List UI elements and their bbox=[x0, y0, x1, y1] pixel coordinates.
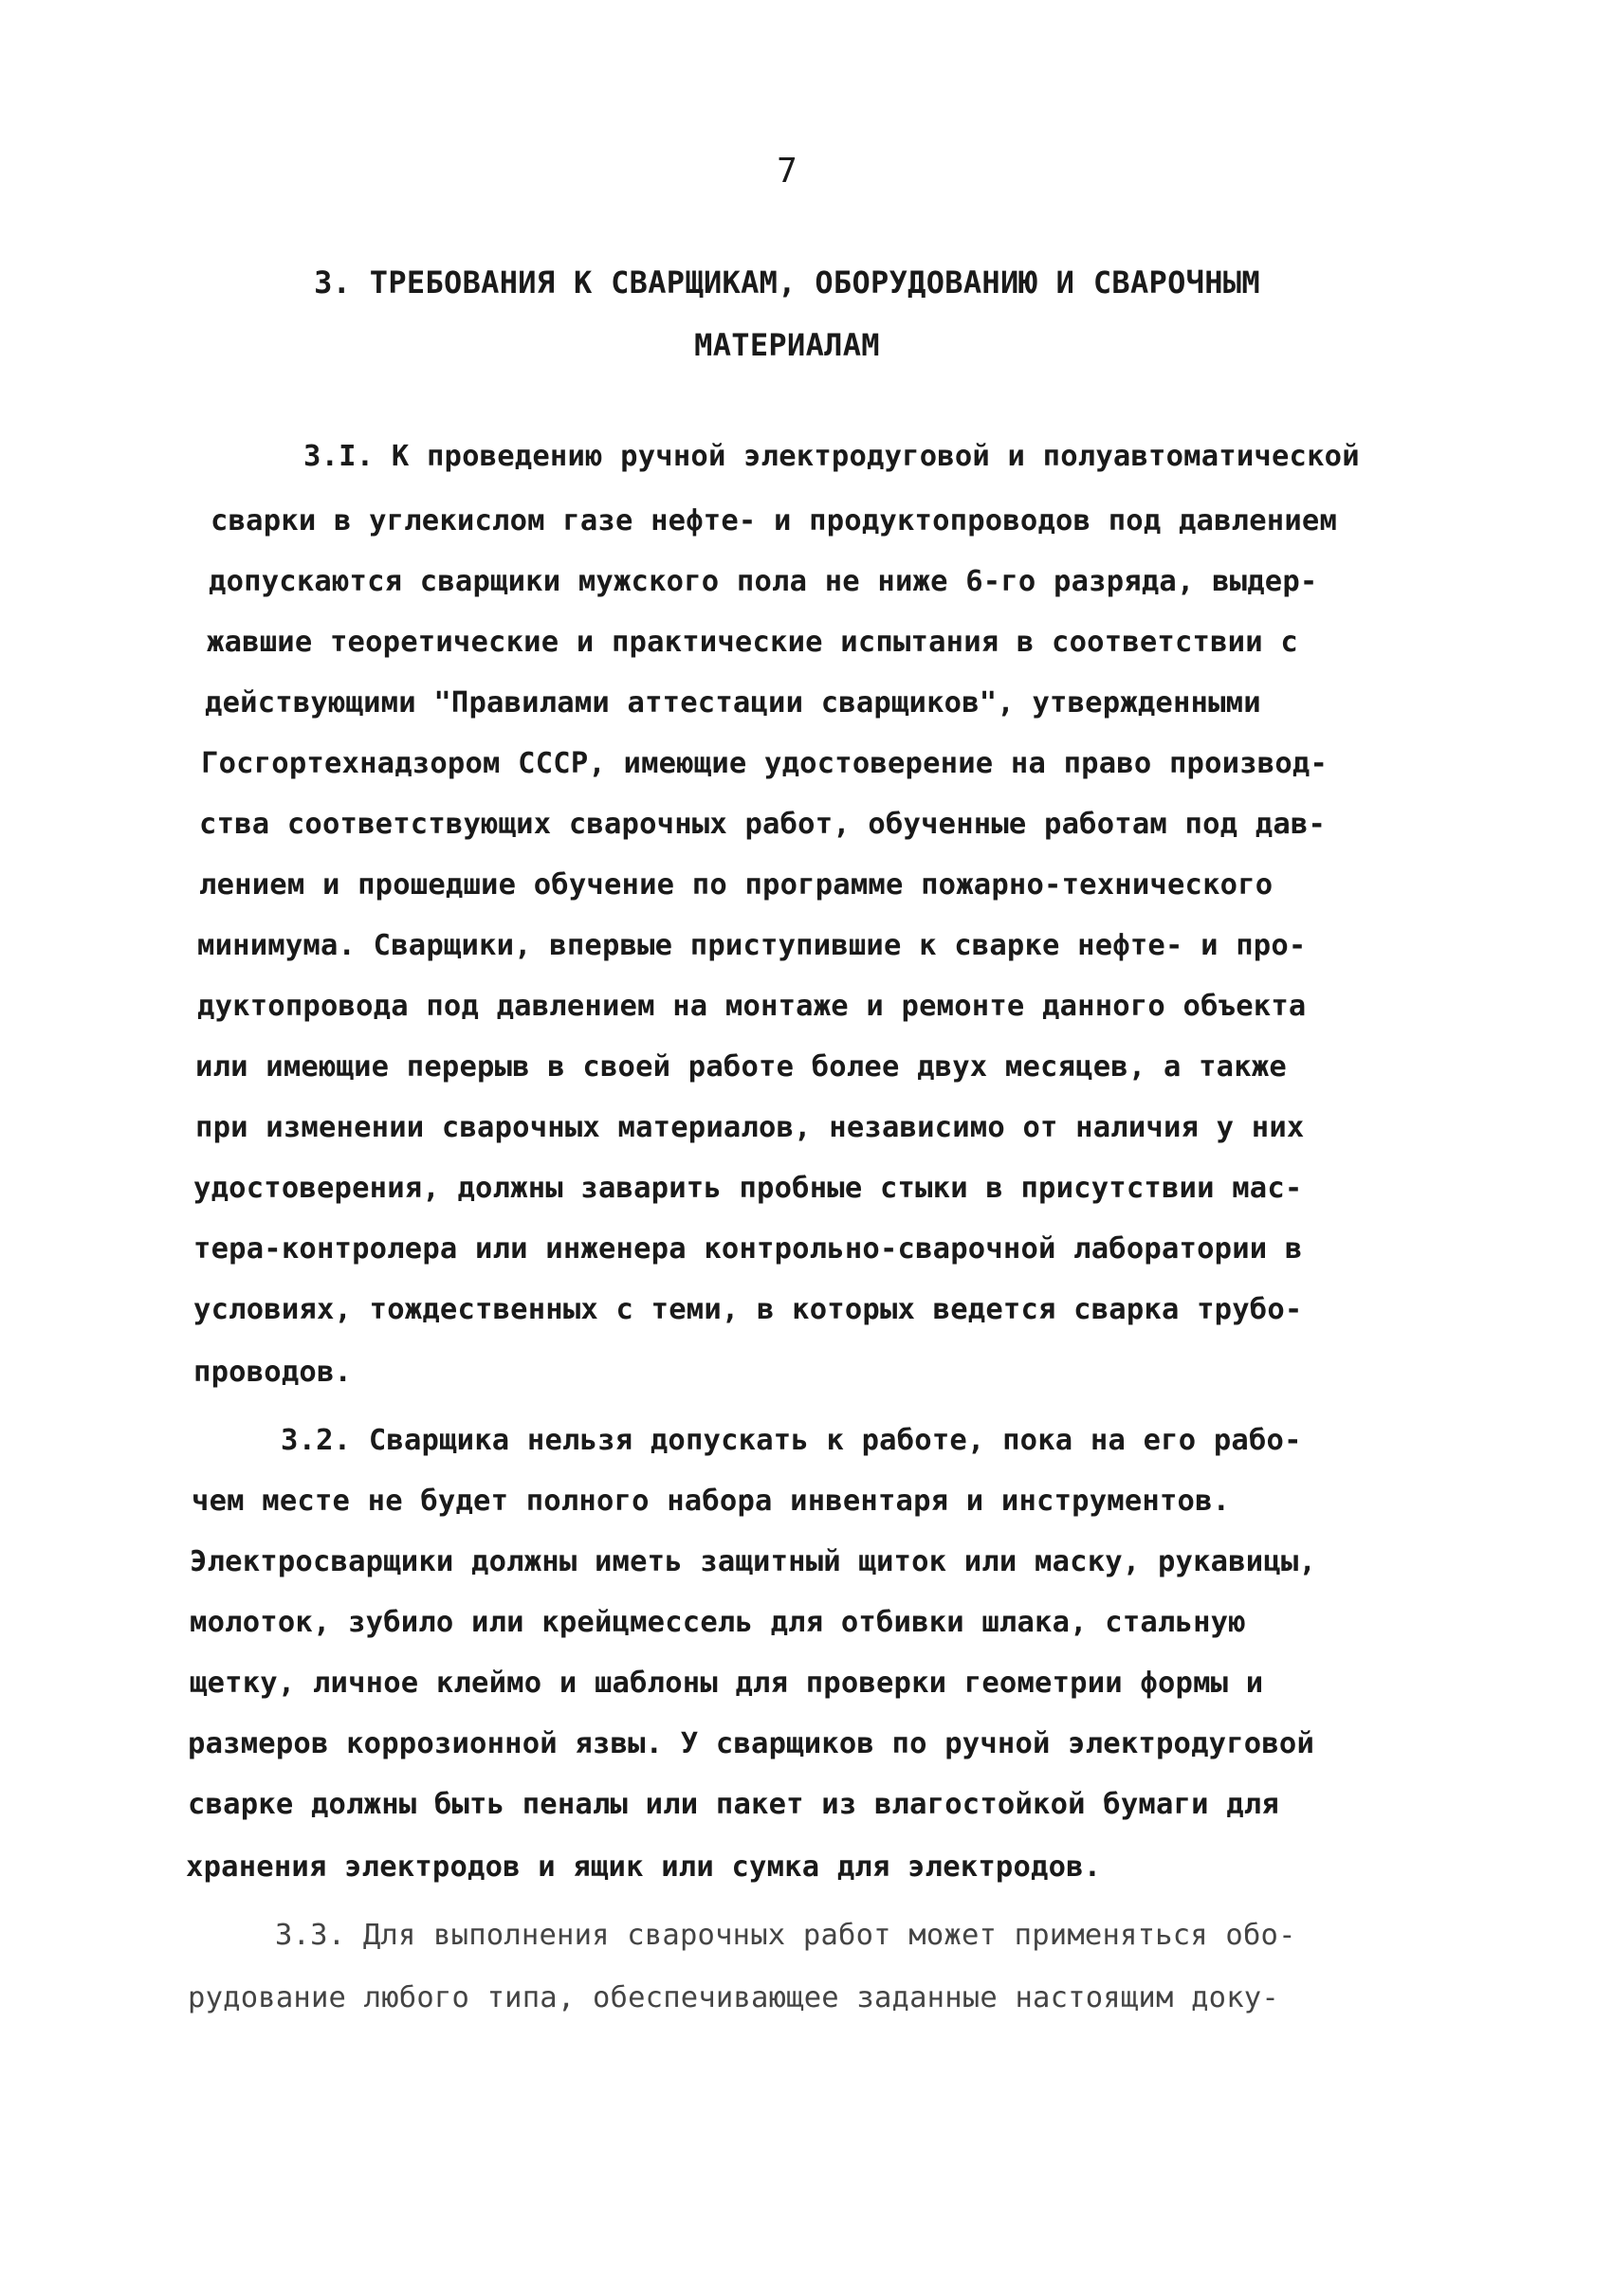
paragraph-3-1-line: ства соответствующих сварочных работ, обученные работам под дав- bbox=[199, 808, 1327, 841]
paragraph-3-2-line: Электросварщики должны иметь защитный щиток или маску, рукавицы, bbox=[190, 1545, 1317, 1578]
paragraph-3-1-line: Госгортехнадзором СССР, имеющие удостоверение на право производ- bbox=[201, 747, 1329, 780]
paragraph-3-2-line: 3.2. Сварщика нельзя допускать к работе, пока на его рабо- bbox=[281, 1424, 1302, 1457]
paragraph-3-1-line: действующими "Правилами аттестации сварщиков", утвержденными bbox=[205, 686, 1261, 720]
paragraph-3-1-line: жавшие теоретические и практические испытания в соответствии с bbox=[207, 626, 1298, 659]
paragraph-3-1-line: условиях, тождественных с теми, в которых ведется сварка трубо- bbox=[193, 1293, 1303, 1326]
paragraph-3-1-line: или имеющие перерыв в своей работе более двух месяцев, а также bbox=[195, 1050, 1287, 1084]
paragraph-3-1-line: проводов. bbox=[193, 1356, 353, 1389]
page-number: 7 bbox=[777, 152, 797, 191]
paragraph-3-2-line: размеров коррозионной язвы. У сварщиков по ручной электродуговой bbox=[188, 1727, 1315, 1760]
paragraph-3-2-line: чем месте не будет полного набора инвентаря и инструментов. bbox=[192, 1485, 1231, 1518]
paragraph-3-3-line: 3.3. Для выполнения сварочных работ может применяться обо- bbox=[275, 1919, 1296, 1952]
paragraph-3-1-line: дуктопровода под давлением на монтаже и ремонте данного объекта bbox=[197, 990, 1307, 1023]
paragraph-3-1-line: при изменении сварочных материалов, независимо от наличия у них bbox=[195, 1111, 1305, 1144]
paragraph-3-1-line: тера-контролера или инженера контрольно-сварочной лаборатории в bbox=[193, 1232, 1303, 1266]
paragraph-3-2-line: щетку, личное клеймо и шаблоны для проверки геометрии формы и bbox=[190, 1667, 1264, 1700]
paragraph-3-1-line: лением и прошедшие обучение по программе пожарно-технического bbox=[199, 868, 1274, 902]
paragraph-3-1-line: 3.I. К проведению ручной электродуговой и полуавтоматической bbox=[303, 440, 1360, 473]
paragraph-3-1-line: допускаются сварщики мужского пола не ниже 6-го разряда, выдер- bbox=[209, 565, 1318, 598]
paragraph-3-1-line: минимума. Сварщики, впервые приступившие к сварке нефте- и про- bbox=[197, 929, 1307, 962]
section-heading-line-1: 3. ТРЕБОВАНИЯ К СВАРЩИКАМ, ОБОРУДОВАНИЮ И СВАРОЧНЫМ bbox=[314, 264, 1260, 301]
paragraph-3-3-line: рудование любого типа, обеспечивающее заданные настоящим доку- bbox=[188, 1981, 1279, 2014]
paragraph-3-2-line: хранения электродов и ящик или сумка для электродов. bbox=[186, 1850, 1102, 1884]
section-heading-line-2: МАТЕРИАЛАМ bbox=[694, 327, 880, 363]
paragraph-3-1-line: удостоверения, должны заварить пробные стыки в присутствии мас- bbox=[193, 1172, 1303, 1205]
paragraph-3-1-line: сварки в углекислом газе нефте- и продуктопроводов под давлением bbox=[211, 504, 1338, 538]
paragraph-3-2-line: сварке должны быть пеналы или пакет из влагостойкой бумаги для bbox=[188, 1788, 1279, 1821]
paragraph-3-2-line: молоток, зубило или крейцмессель для отбивки шлака, стальную bbox=[190, 1606, 1246, 1639]
